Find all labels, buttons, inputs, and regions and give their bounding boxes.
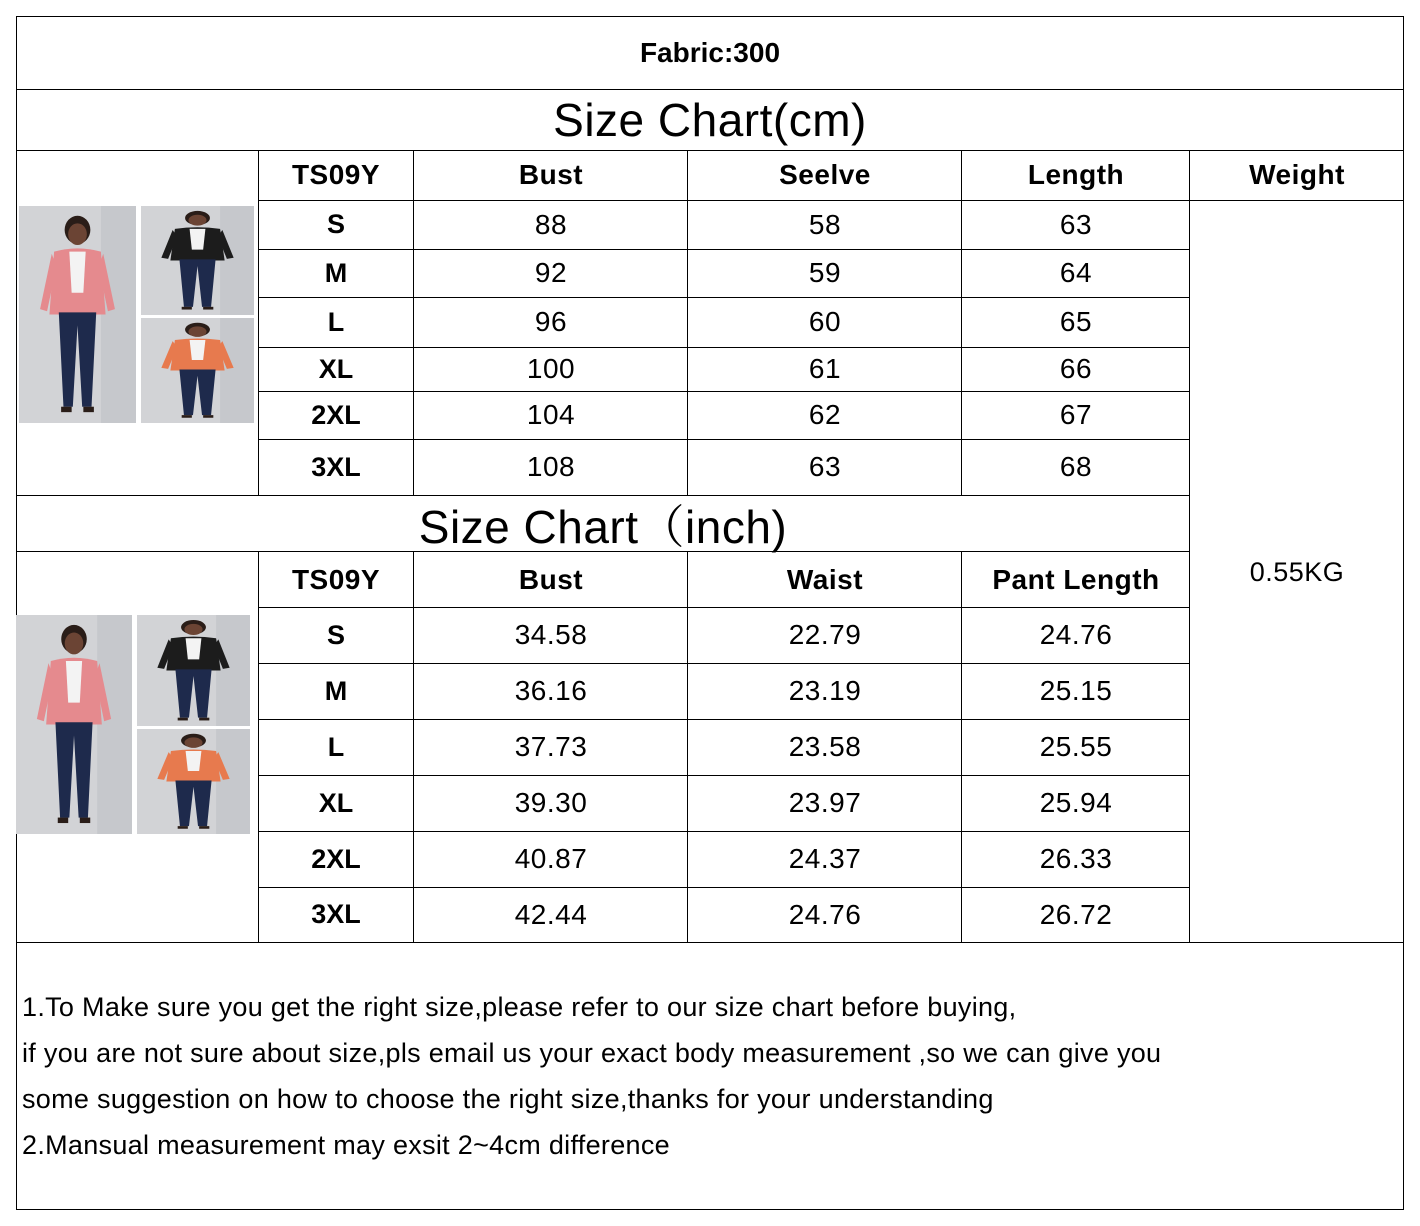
fabric-label: Fabric:300 xyxy=(639,37,781,68)
cm-cell: 63 xyxy=(808,451,842,482)
cm-cell: 96 xyxy=(534,306,568,337)
inch-cell: 25.94 xyxy=(1039,787,1113,818)
black-blazer-photo xyxy=(137,615,250,726)
cm-cell: 60 xyxy=(808,306,842,337)
weight-header: Weight xyxy=(1249,159,1345,190)
cm-cell: 59 xyxy=(808,257,842,288)
note-line: 2.Mansual measurement may exsit 2~4cm difference xyxy=(22,1130,670,1160)
inch-cell: 36.16 xyxy=(514,675,588,706)
cm-chart-title: Size Chart(cm) xyxy=(553,94,867,146)
size-notes xyxy=(22,984,1392,1168)
inch-cell: XL xyxy=(318,787,354,818)
weight-value: 0.55KG xyxy=(1249,556,1345,587)
note-line: 1.To Make sure you get the right size,please refer to our size chart before buying, xyxy=(22,992,1017,1022)
inch-cell: S xyxy=(326,619,345,650)
inch-cell: 26.33 xyxy=(1039,843,1113,874)
cm-header-style: TS09Y xyxy=(291,159,381,190)
pink-blazer-photo xyxy=(19,206,136,423)
inch-header-bust: Bust xyxy=(518,564,584,595)
pink-blazer-photo xyxy=(16,615,132,834)
cm-cell: 92 xyxy=(534,257,568,288)
cm-header-sleeve: Seelve xyxy=(779,159,871,190)
orange-blazer-photo xyxy=(137,729,250,834)
cm-header-length: Length xyxy=(1027,159,1125,190)
inch-cell: 39.30 xyxy=(514,787,588,818)
cm-cell: 58 xyxy=(808,208,842,240)
cm-cell: S xyxy=(326,209,345,239)
orange-blazer-photo xyxy=(141,318,254,423)
inch-cell: 26.72 xyxy=(1039,898,1113,930)
inch-header-waist: Waist xyxy=(786,564,864,595)
inch-cell: 40.87 xyxy=(514,843,588,874)
cm-cell: 65 xyxy=(1059,306,1093,337)
cm-cell: M xyxy=(324,257,348,288)
inch-cell: 42.44 xyxy=(514,898,588,930)
cm-header-bust: Bust xyxy=(518,159,584,190)
cm-cell: 64 xyxy=(1059,257,1093,288)
cm-cell: 104 xyxy=(526,399,576,430)
cm-cell: 66 xyxy=(1059,353,1093,384)
inch-cell: 25.55 xyxy=(1039,731,1113,762)
inch-chart-title: Size Chart（inch) xyxy=(418,501,788,553)
cm-cell: XL xyxy=(318,353,354,384)
inch-cell: 37.73 xyxy=(514,731,588,762)
inch-cell: 3XL xyxy=(311,899,361,929)
note-line: if you are not sure about size,pls email us your exact body measurement ,so we can give you xyxy=(22,1038,1162,1068)
cm-cell: 63 xyxy=(1059,208,1093,240)
cm-cell: 2XL xyxy=(311,399,361,430)
cm-cell: 3XL xyxy=(311,451,361,482)
inch-cell: M xyxy=(324,675,348,706)
inch-cell: 24.37 xyxy=(788,843,862,874)
inch-cell: 24.76 xyxy=(1039,619,1113,650)
cm-cell: 88 xyxy=(534,208,568,240)
inch-cell: 22.79 xyxy=(788,619,862,650)
cm-cell: L xyxy=(327,306,345,337)
inch-header-pant-length: Pant Length xyxy=(992,564,1160,595)
inch-cell: 24.76 xyxy=(788,898,862,930)
cm-cell: 108 xyxy=(526,451,576,482)
cm-cell: 62 xyxy=(808,399,842,430)
cm-cell: 61 xyxy=(808,353,842,384)
cm-cell: 100 xyxy=(526,353,576,384)
inch-cell: L xyxy=(327,731,345,762)
inch-cell: 2XL xyxy=(311,843,361,874)
inch-cell: 25.15 xyxy=(1039,675,1113,706)
black-blazer-photo xyxy=(141,206,254,315)
inch-cell: 34.58 xyxy=(514,619,588,650)
inch-cell: 23.97 xyxy=(788,787,862,818)
inch-cell: 23.58 xyxy=(788,731,862,762)
inch-header-style: TS09Y xyxy=(291,564,381,595)
note-line: some suggestion on how to choose the right size,thanks for your understanding xyxy=(22,1084,994,1114)
inch-cell: 23.19 xyxy=(788,675,862,706)
cm-cell: 67 xyxy=(1059,399,1093,430)
cm-cell: 68 xyxy=(1059,451,1093,482)
